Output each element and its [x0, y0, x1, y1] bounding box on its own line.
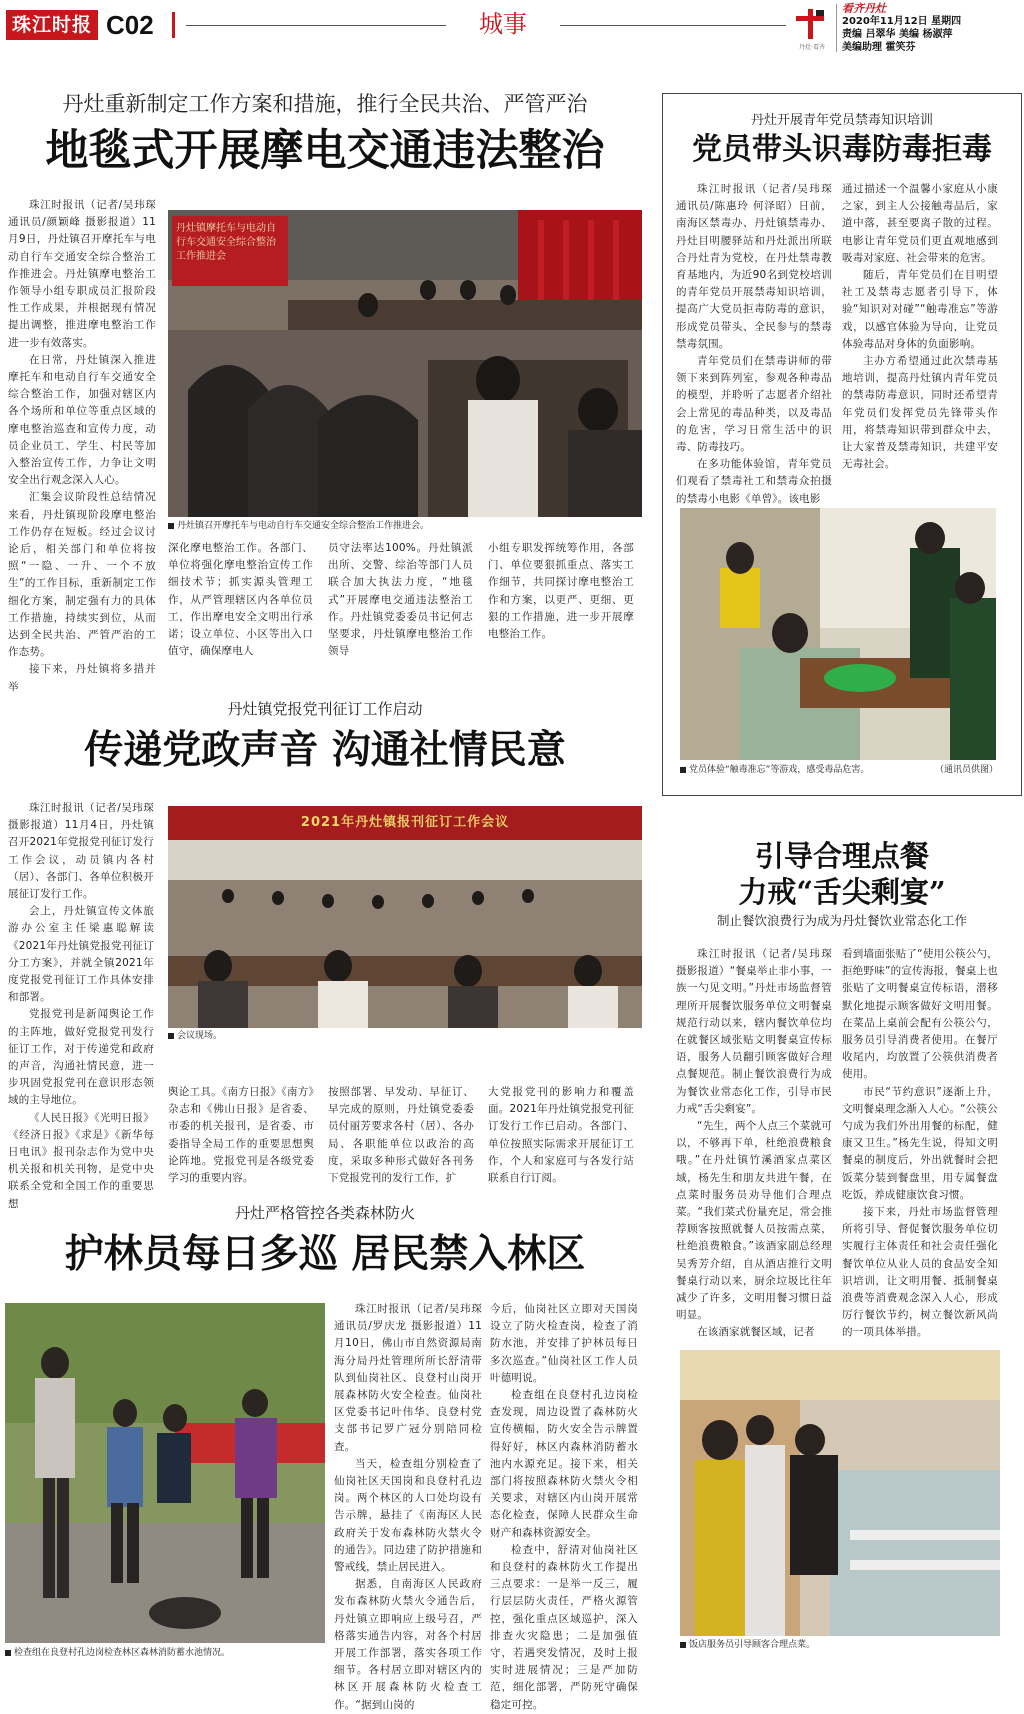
caption-square-icon: [5, 1650, 11, 1656]
paragraph: 珠江时报讯（记者/吴玮琛 通讯员/罗庆龙 摄影报道）11月10日，佛山市自然资源局南海分局丹灶管理所所长舒清带队到仙岗社区、良登村山岗开展森林防火安全检查。仙岗社区党委书记叶伟华、良登村党支部书记罗广冠分别陪同检查。: [334, 1303, 482, 1453]
paragraph: 在多功能体验馆，青年党员们观看了禁毒社工和禁毒众拍摄的禁毒小电影《单曾》。该电影: [676, 458, 832, 505]
paragraph: 小组专职发挥统筹作用，各部门、单位要狠抓重点、落实工作细节，共同探讨摩电整治工作和方案，以更严、更细、更狠的工作措施，进一步开展摩电整治工作。: [488, 542, 634, 641]
paragraph: 党报党刊是新闻舆论工作的主阵地，做好党报党刊发行征订工作，对于传递党和政府的声音，沟通社情民意，进一步巩固党报党刊在意识形态领域的主导地位。: [8, 1008, 154, 1107]
article4-column-1: [676, 946, 832, 1340]
article2-photo-credit: （通讯员供图）: [935, 765, 999, 775]
editors: 责编 吕翠华 美编 杨淑萍: [842, 29, 953, 40]
paragraph: “先生，两个人点三个菜就可以，不够再下单，杜绝浪费粮食哦。”在丹灶镇竹溪酒家点菜区域，杨先生和朋友共进午餐，在点菜时服务员劝导他们合理点菜。“我们菜式份量充足，常会推荐顾客按照就餐人员按需点菜，杜绝浪费粮食。”该酒家副总经理吴秀芳介绍，自从酒店推行文明餐桌行动以来，厨余垃圾比往年减少了许多，文明用餐习惯日益明显。: [676, 1120, 832, 1322]
paragraph: 接下来，丹灶镇将多措并举: [8, 663, 156, 693]
paragraph: 青年党员们在禁毒讲师的带领下来到阵列室，参观各种毒品的模型，并聆听了志愿者介绍社会上常见的毒品种类，以及毒品的危害，学习日常生活中的识毒、防毒技巧。: [676, 355, 832, 454]
article5-column-2: [490, 1301, 638, 1711]
paragraph: 按照部署、早发动、早征订、早完成的原则，丹灶镇党委委员付丽芳要求各村（居）、各办局、各职能单位以政治的高度，采取多种形式做好各刊务下党报党刊的发行工作，扩: [328, 1086, 474, 1185]
article1-column-3: [328, 540, 473, 658]
paragraph: 舆论工具。《南方日报》《南方》杂志和《佛山日报》是省委、市委的机关报刊，是省委、市委指导全局工作的重要思想舆论阵地。党报党刊是各级党委学习的重要内容。: [168, 1086, 314, 1185]
article4-column-2: [842, 946, 998, 1340]
article1-kicker: 丹灶重新制定工作方案和措施，推行全民共治、严管严治: [62, 92, 588, 116]
article2-photo: [680, 508, 996, 760]
caption-square-icon: [168, 1033, 174, 1039]
article2-column-1: [676, 181, 832, 505]
masthead-logo: 珠江时报: [6, 10, 98, 40]
article3-headline: 传递党政声音 沟通社情民意: [84, 727, 566, 773]
paragraph: 当天，检查组分别检查了仙岗社区天国岗和良登村孔边岗。两个林区的人口处均设有告示牌，悬挂了《南海区人民政府关于发布森林防火禁火令的通告》。同边建了防护措施和警戒线，禁止居民进入。: [334, 1457, 482, 1574]
article5-photo-caption: [5, 1647, 230, 1659]
paragraph: 珠江时报讯（记者/吴玮琛 通讯员/陈惠玲 何泽昭）日前，南海区禁毒办、丹灶镇禁毒办、丹灶目明腰驿站和丹灶派出所联合丹灶青为党校，在丹灶禁毒教育基地内，为近90名到党校培训的青年党员开展禁毒知识培训，提高广大党员拒毒防毒的意识，形成党员带头、全民参与的禁毒禁毒氛围。: [676, 183, 832, 350]
caption-text: 党员体验“触毒准忘”等游戏，感受毒品危害。: [689, 765, 870, 775]
article1-photo-caption: [168, 520, 429, 532]
caption-text: 检查组在良登村孔边岗检查林区森林消防蓄水池情况。: [14, 1648, 231, 1658]
paragraph: 据悉，自南海区人民政府发布森林防火禁火令通告后，丹灶镇立即响应上级号召，严格落实通告内容，对各个村居开展工作部署，落实各项工作细节。各村居立即对辖区内的林区开展森林防火检查工作。“据到山岗的: [334, 1578, 482, 1711]
proof-editor: 美编助理 霍笑芬: [842, 42, 916, 53]
article4-photo-caption: [680, 1639, 815, 1651]
issue-date: 2020年11月12日 星期四: [842, 16, 962, 27]
paragraph: 看到墙面张贴了“使用公筷公勺，拒绝野味”的宣传海报，餐桌上也张贴了文明餐桌宣传标语，潜移默化地提示顾客做好文明用餐。在菜品上桌前会配有公筷公勺，服务员引导消费者使用。在餐厅收尾内，均放置了公筷供消费者使用。: [842, 948, 998, 1081]
paragraph: 汇集会议阶段性总结情况来看，丹灶镇现阶段摩电整治工作仍存在短板。经过会议讨论后，相关部门和单位将按照“一隐、一升、一个不放生”的工作目标，重新制定工作细化方案，制定强有力的具体工作措施，持续实到位，从而达到全民共治、严管严治的工作态势。: [8, 491, 156, 659]
article5-kicker: 丹灶严格管控各类森林防火: [234, 1204, 415, 1222]
article3-kicker: 丹灶镇党报党刊征订工作启动: [227, 700, 423, 718]
caption-text: 会议现场。: [177, 1031, 223, 1041]
article4-kicker: 制止餐饮浪费行为成为丹灶餐饮业常态化工作: [716, 913, 967, 928]
paragraph: 《人民日报》《光明日报》《经济日报》《求是》《新华每日电讯》报刊杂志作为党中央机关报和机关刊物，是党中央联系全党和全国工作的重要思想: [8, 1111, 154, 1210]
section-title: 城事: [479, 10, 527, 38]
article3-column-2: [168, 1084, 314, 1185]
paragraph: 在日常，丹灶镇深入推进摩托车和电动自行车交通安全综合整治工作，加强对辖区内各个场所和单位等重点区域的摩电整治巡查和宣传力度，动员企业员工、学生、村民等加入整治宣传工作，力争让文明安全出行观念深入人心。: [8, 353, 156, 487]
header-rule-left: [186, 25, 446, 26]
article1-headline: 地毯式开展摩电交通违法整治: [45, 126, 605, 176]
article3-photo: [168, 806, 642, 1028]
article2-kicker: 丹灶开展青年党员禁毒知识培训: [750, 113, 933, 128]
paragraph: 主办方希望通过此次禁毒基地培训，提高丹灶镇内青年党员的禁毒防毒意识，同时还希望青年党员们发挥党员先锋带头作用，将禁毒知识带到群众中去，让大家普及禁毒知识，共建平安无毒社会。: [842, 355, 998, 471]
caption-square-icon: [680, 767, 686, 773]
paragraph: 在该酒家就餐区域，记者: [697, 1326, 815, 1339]
article5-column-1: [334, 1301, 482, 1711]
photo-banner-text: 2021年丹灶镇报刊征订工作会议: [300, 815, 510, 830]
caption-square-icon: [680, 1642, 686, 1648]
header-vertical-rule: [836, 4, 837, 52]
paragraph: 会上，丹灶镇宣传文体旅游办公室主任梁惠聪解读《2021年丹灶镇党报党刊征订分工方案》，并就全镇2021年度党报党刊征订工作具体安排和部署。: [8, 905, 154, 1004]
photo-banner-text: 丹灶镇摩托车与电动自行车交通安全综合整治工作推进会: [176, 223, 276, 262]
article4-photo: [680, 1350, 1000, 1636]
paragraph: 市民“节约意识”逐渐上升，文明餐桌理念渐入人心。“公筷公勺成为我们外出用餐的标配，健康又卫生。”杨先生说，得知文明餐桌的制度后，外出就餐时会把饭菜分装到餐盘里，用专属餐盘吃饭，养成健康饮食习惯。: [842, 1085, 998, 1201]
header-divider-bar: [172, 12, 175, 38]
article4-headline-line2: 力戒“舌尖剩宴”: [738, 875, 946, 909]
article1-column-1: [8, 197, 156, 693]
page-number: C02: [106, 10, 154, 40]
paragraph: 随后，青年党员们在目明望社工及禁毒志愿者引导下，体验“知识对对碰”“触毒准忘”等游戏，以感官体验为导向，让党员体验毒品对身体的负面影响。: [842, 269, 998, 350]
brand-title: 看齐丹灶: [842, 2, 886, 15]
paragraph: 今后，仙岗社区立即对天国岗设立了防火检查岗，检查了消防水池，并安排了护林员每日多次巡查。”仙岗社区工作人员叶德明说。: [490, 1303, 638, 1384]
paragraph: 珠江时报讯（记者/吴玮琛 通讯员/颜颖峰 摄影报道）11月9日，丹灶镇召开摩托车与电动自行车交通安全综合整治工作推进会。丹灶镇摩电整治工作领导小组专职成员汇报阶段性工作成果，并根据现有情况提出调整，推进摩电整治工作进一步有效落实。: [8, 199, 156, 349]
paragraph: 珠江时报讯（记者/吴玮琛 摄影报道）“餐桌举止非小事，一族一勺见文明。”丹灶市场监督管理所开展餐饮服务单位文明餐桌规范行动以来，辖内餐饮单位均在就餐区域张贴文明餐桌宣传标语，服务人员翻引顾客做好合理点餐规范。制止餐饮浪费行为成为餐饮业常态化工作，引导市民力戒“舌尖剩宴”。: [676, 948, 832, 1115]
article1-column-2: [168, 540, 313, 658]
paragraph: 大党报党刊的影响力和覆盖面。2021年丹灶镇党报党刊征订发行工作已启动。各部门、单位按照实际需求开展征订工作，个人和家庭可与各发行站联系自行订阅。: [488, 1086, 634, 1185]
article3-photo-caption: [168, 1030, 222, 1042]
article4-headline-line1: 引导合理点餐: [754, 839, 929, 873]
article2-photo-caption: [680, 764, 869, 776]
paragraph: 检查组在良登村孔边岗检查发现，周边设置了森林防火宣传横幅，防火安全告示牌置得好好，林区内森林消防蓄水池内水源充足。接下来，相关部门将按照森林防火禁火令相关要求，对辖区内山岗开展常态化检查，保障人民群众生命财产和森林资源安全。: [490, 1389, 638, 1539]
paragraph: 通过描述一个温馨小家庭从小康之家，到主人公接触毒品后，家道中落，甚至要离子散的过程。电影让青年党员们更直观地感到吸毒对家庭、社会带来的危害。: [842, 183, 998, 264]
caption-square-icon: [168, 523, 174, 529]
article3-column-1: [8, 800, 154, 1210]
caption-text: 饭店服务员引导顾客合理点菜。: [689, 1640, 816, 1650]
paragraph: 检查中，舒清对仙岗社区和良登村的森林防火工作提出三点要求：一是举一反三，履行层层防火责任，严格火源管控，强化重点区域巡护，深入排查火灾隐患；二是加强值守，若遇突发情况，及时上报实时进展情况；三是严加防范，细化部署，严防死守确保稳定可控。: [490, 1543, 638, 1711]
article1-photo: [168, 210, 642, 517]
article5-photo: [5, 1303, 325, 1643]
brand-emblem-icon: [792, 6, 832, 42]
caption-text: 丹灶镇召开摩托车与电动自行车交通安全综合整治工作推进会。: [177, 521, 430, 531]
brand-small: 丹灶·看齐: [799, 44, 825, 51]
article2-column-2: [842, 181, 998, 493]
paragraph: 员守法率达100%。丹灶镇派出所、交警、综治等部门人员联合加大执法力度，“地毯式”开展摩电交通违法整治工作。丹灶镇党委委员书记何志坚要求，丹灶镇摩电整治工作领导: [328, 542, 473, 658]
article1-column-4: [488, 540, 634, 641]
header-rule-right: [560, 25, 786, 26]
paragraph: 接下来，丹灶市场监督管理所将引导、督促餐饮服务单位切实履行主体责任和社会责任强化餐饮单位从业人员的食品安全知识培训，让文明用餐、抵制餐桌浪费等消费观念深入人心，形成厉行餐饮节约，树立餐饮新风尚的一项具体举措。: [842, 1206, 998, 1339]
article2-headline: 党员带头识毒防毒拒毒: [692, 132, 992, 167]
paragraph: 珠江时报讯（记者/吴玮琛 摄影报道）11月4日，丹灶镇召开2021年党报党刊征订发行工作会议，动员镇内各村（居）、各部门、各单位积极开展征订发行工作。: [8, 802, 154, 901]
article3-column-3: [328, 1084, 474, 1185]
paragraph: 深化摩电整治工作。各部门、单位将强化摩电整治宣传工作细技术节；抓实源头管理工作，从严管理辖区内各单位员工，作出摩电安全文明出行承诺；设立单位、小区等出入口值守，确保摩电人: [168, 542, 313, 658]
article3-column-4: [488, 1084, 634, 1185]
article5-headline: 护林员每日多巡 居民禁入林区: [64, 1231, 586, 1277]
